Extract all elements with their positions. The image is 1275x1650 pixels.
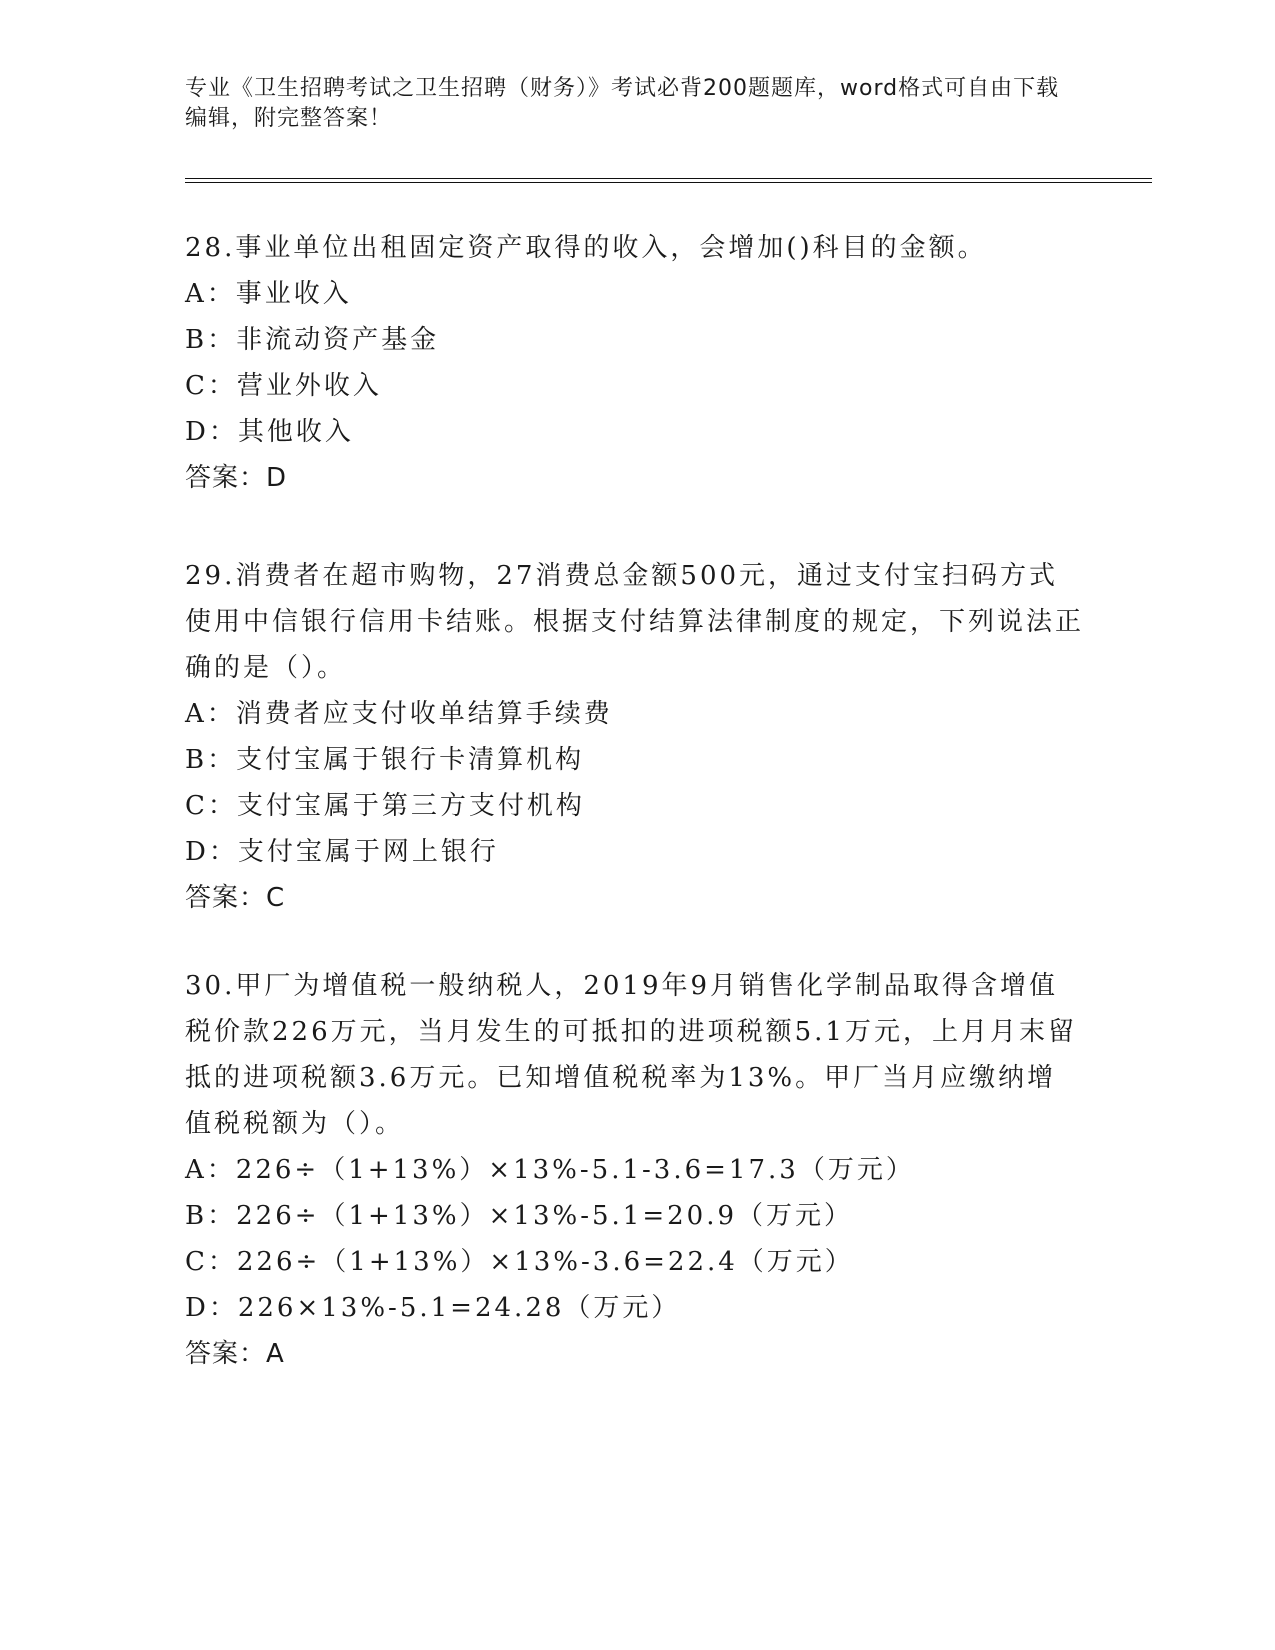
header-divider-bottom [185,182,1152,183]
question-30 [185,963,1085,1377]
option-a: A：事业收入 [185,279,352,309]
option-c: C：营业外收入 [185,371,382,401]
option-b: B：非流动资产基金 [185,325,440,355]
header-divider-top [185,178,1152,179]
option-d: D：其他收入 [185,417,354,447]
question-stem: 30.甲厂为增值税一般纳税人，2019年9月销售化学制品取得含增值税价款226万元，当月发生的可抵扣的进项税额5.1万元，上月月末留抵的进项税额3.6万元。已知增值税税率为13%。甲厂当月应缴纳增值税税额为（）。 [185,971,1077,1139]
option-a: A：消费者应支付收单结算手续费 [185,699,613,729]
option-b: B：支付宝属于银行卡清算机构 [185,745,585,775]
question-29 [185,553,1085,921]
option-d: D：226×13%-5.1=24.28（万元） [185,1293,681,1323]
option-b: B：226÷（1+13%）×13%-5.1=20.9（万元） [185,1201,854,1231]
answer: 答案：C [185,883,286,913]
option-d: D：支付宝属于网上银行 [185,837,499,867]
question-stem: 29.消费者在超市购物，27消费总金额500元，通过支付宝扫码方式使用中信银行信用卡结账。根据支付结算法律制度的规定，下列说法正确的是（）。 [185,561,1085,683]
document-header: 专业《卫生招聘考试之卫生招聘（财务）》考试必背200题题库，word格式可自由下载编辑，附完整答案！ [185,76,1060,131]
option-c: C：支付宝属于第三方支付机构 [185,791,585,821]
question-stem: 28.事业单位出租固定资产取得的收入，会增加()科目的金额。 [185,233,987,263]
question-28 [185,225,1085,501]
answer: 答案：A [185,1339,285,1369]
option-c: C：226÷（1+13%）×13%-3.6=22.4（万元） [185,1247,854,1277]
option-a: A：226÷（1+13%）×13%-5.1-3.6=17.3（万元） [185,1155,915,1185]
answer: 答案：D [185,463,288,493]
